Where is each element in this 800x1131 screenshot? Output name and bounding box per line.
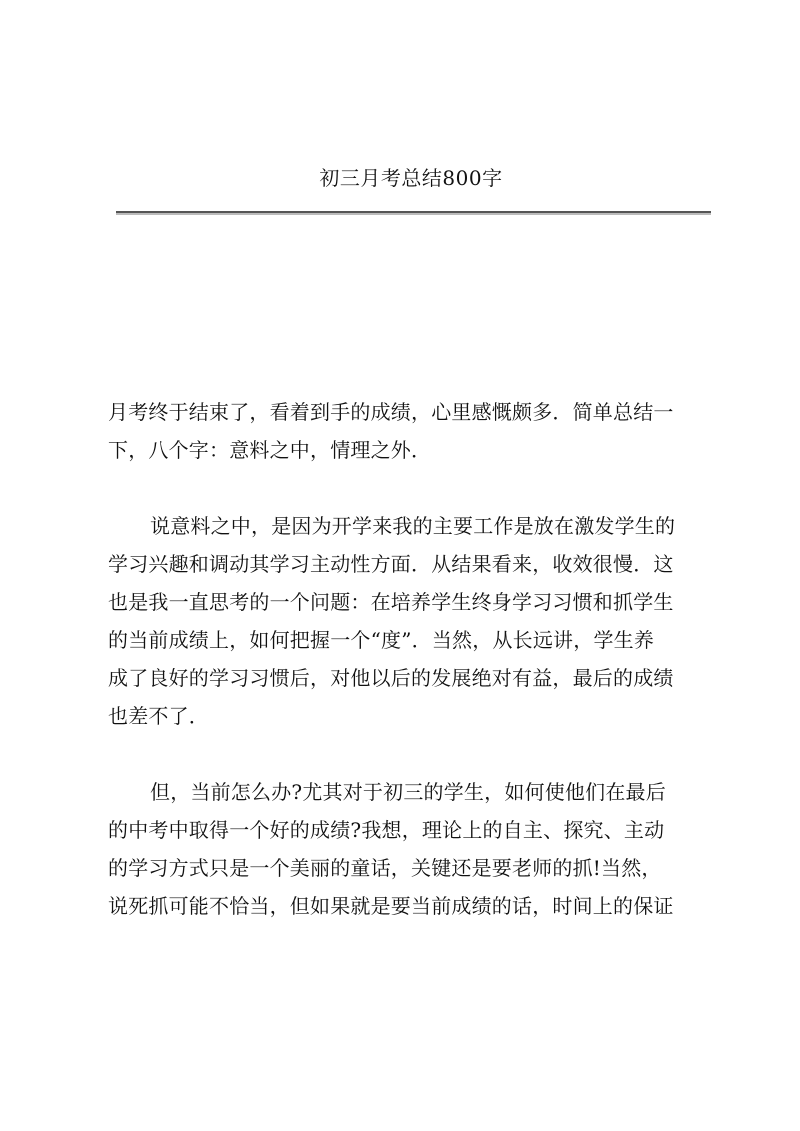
title-divider: [116, 211, 711, 213]
paragraph-line: 说死抓可能不恰当，但如果就是要当前成绩的话，时间上的保证: [108, 894, 674, 918]
paragraph-line: 成了良好的学习习惯后，对他以后的发展绝对有益，最后的成绩: [108, 666, 674, 690]
paragraph-line: 的中考中取得一个好的成绩?我想，理论上的自主、探究、主动: [108, 818, 665, 842]
paragraph-line: 也差不了．: [108, 704, 209, 728]
paragraph-line: 学习兴趣和调动其学习主动性方面．从结果看来，收效很慢．这: [108, 552, 674, 576]
paragraph-line: 的当前成绩上，如何把握一个“度”．当然，从长远讲，学生养: [108, 628, 655, 652]
paragraph-line: 的学习方式只是一个美丽的童话，关键还是要老师的抓!当然，: [108, 856, 662, 880]
document-title: 初三月考总结800字: [319, 166, 503, 190]
paragraph-line: 说意料之中，是因为开学来我的主要工作是放在激发学生的: [150, 514, 676, 538]
document-body: [108, 393, 708, 963]
paragraph-line: 但，当前怎么办?尤其对于初三的学生，如何使他们在最后: [150, 780, 666, 804]
paragraph-line: 也是我一直思考的一个问题：在培养学生终身学习习惯和抓学生: [108, 590, 674, 614]
paragraph-3: [108, 773, 708, 925]
paragraph-line: 下，八个字：意料之中，情理之外．: [108, 438, 432, 462]
paragraph-2: [108, 507, 708, 735]
paragraph-line: 月考终于结束了，看着到手的成绩，心里感慨颇多．简单总结一: [108, 400, 674, 424]
paragraph-1: [108, 393, 708, 469]
